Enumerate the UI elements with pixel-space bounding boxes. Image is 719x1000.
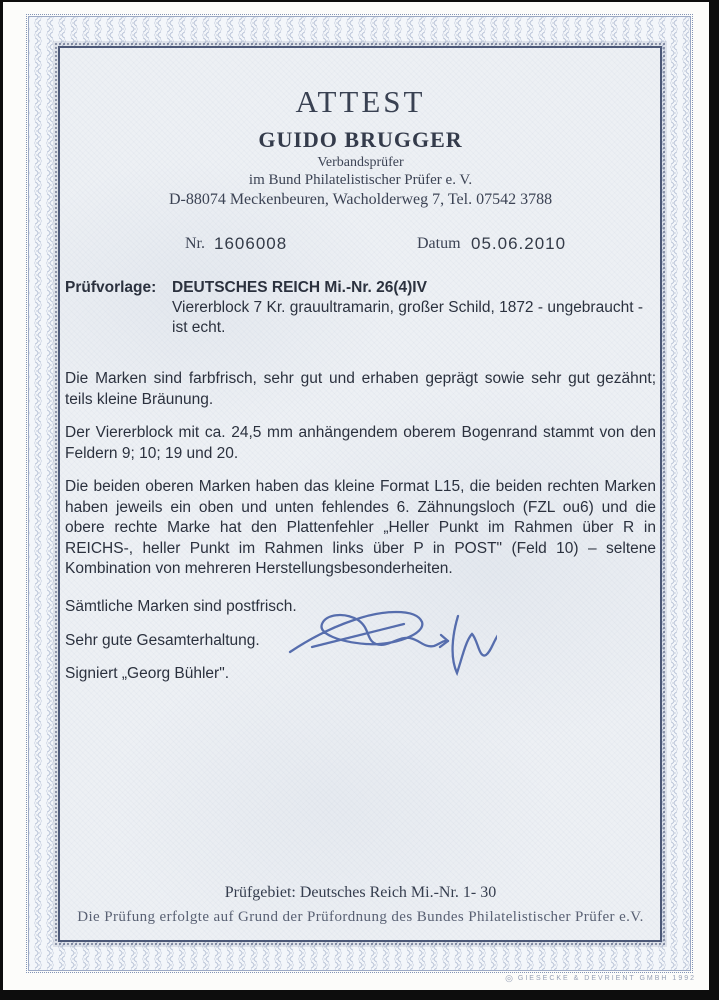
examined-item-description: Viererblock 7 Kr. grauultramarin, großer Schild, 1872 - ungebraucht - ist echt. xyxy=(172,299,643,336)
examined-item-section xyxy=(65,278,656,338)
certificate-id-row xyxy=(65,233,656,255)
examined-item-details xyxy=(172,278,656,338)
security-printer-mark xyxy=(505,973,696,984)
certificate-title: ATTEST xyxy=(295,84,426,119)
examiner-role: Verbandsprüfer xyxy=(317,155,404,170)
findings-section xyxy=(65,369,656,684)
signed-by-line: Signiert „Georg Bühler". xyxy=(65,664,230,682)
printer-logo-icon: ◎ xyxy=(505,973,513,983)
pruefgebiet-line: Prüfgebiet: Deutsches Reich Mi.-Nr. 1- 30 xyxy=(224,884,497,901)
certificate-date-label: Datum xyxy=(417,235,461,252)
finding-paragraph: Sehr gute Gesamterhaltung. xyxy=(65,632,260,649)
finding-paragraph: Der Viererblock mit ca. 24,5 mm anhängendem oberem Bogenrand stammt von den Feldern 9; 10; 19 und 20. xyxy=(65,424,656,462)
examined-item-title: DEUTSCHES REICH Mi.-Nr. 26(4)IV xyxy=(172,279,427,296)
certificate-body xyxy=(58,46,662,942)
finding-paragraph: Sämtliche Marken sind postfrisch. xyxy=(65,597,297,615)
certificate-number-label: Nr. xyxy=(185,235,205,252)
certificate-page xyxy=(3,2,709,990)
examined-item-label: Prüfvorlage: xyxy=(65,279,157,296)
certificate-date-value: 05.06.2010 xyxy=(471,234,567,253)
printer-mark-text: GIESECKE & DEVRIENT GMBH 1992 xyxy=(517,975,696,982)
finding-paragraph: Die Marken sind farbfrisch, sehr gut und erhaben geprägt sowie sehr gut gezähnt; teils kleine Bräunung. xyxy=(65,370,656,408)
examiner-association: im Bund Philatelistischer Prüfer e. V. xyxy=(248,172,473,188)
pruefordnung-line: Die Prüfung erfolgte auf Grund der Prüfordnung des Bundes Philatelistischer Prüfer e.V. xyxy=(77,909,644,925)
examiner-address: D-88074 Meckenbeuren, Wacholderweg 7, Tel. 07542 3788 xyxy=(168,191,553,208)
examiner-name: GUIDO BRUGGER xyxy=(258,127,463,152)
certificate-number-value: 1606008 xyxy=(214,234,288,253)
finding-paragraph: Die beiden oberen Marken haben das kleine Format L15, die beiden rechten Marken haben jeweils ein oben und unten fehlendes 6. Zähnungsloch (FZL ou6) und die obere rechte Marke hat den Plattenfehler „Heller Punkt im Rahmen über R in REICHS-, heller Punkt im Rahmen links über P in POST" (Feld 10) – seltene Kombination von mehreren Herstellungsbesonderheiten. xyxy=(65,478,656,577)
